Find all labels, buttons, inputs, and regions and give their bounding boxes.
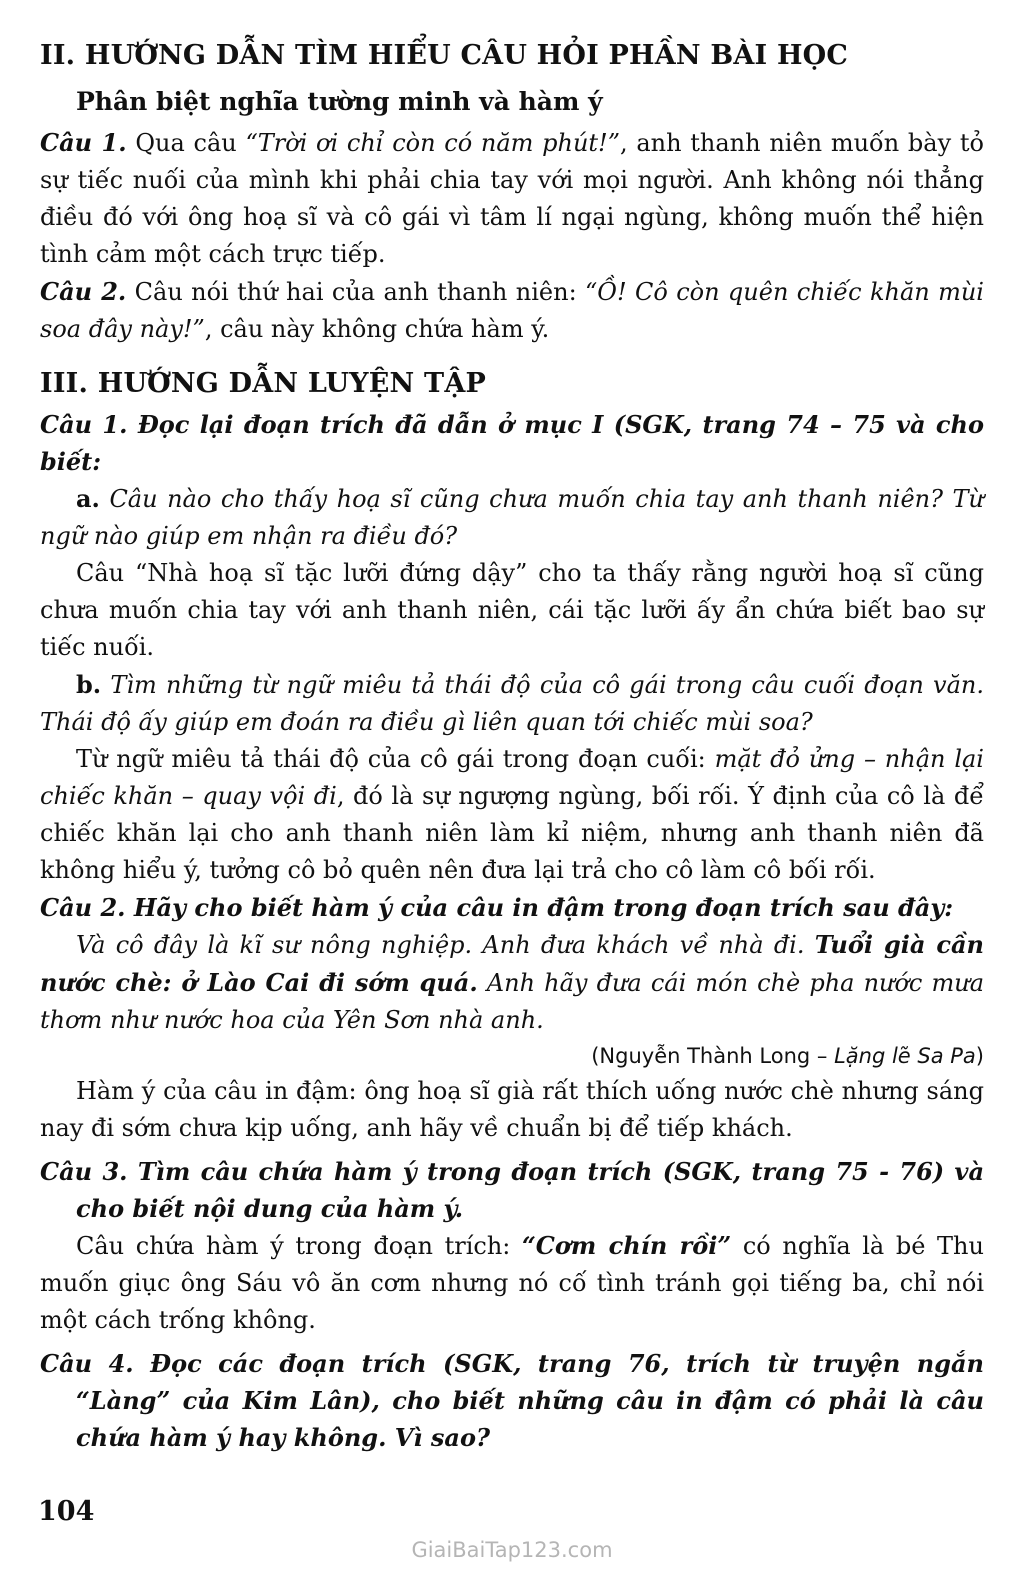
section-2-answer-1 [40, 124, 984, 273]
page-number: 104 [38, 1496, 95, 1527]
exercise-1b-question [40, 666, 984, 741]
sub-question-label: a. [76, 484, 100, 513]
answer-text: Câu nói thứ hai của anh thanh niên: [126, 278, 586, 306]
quoted-sentence: “Cơm chín rồi” [522, 1231, 732, 1260]
answer-text: , câu này không chứa hàm ý. [204, 315, 550, 343]
exercise-1a-question [40, 480, 984, 555]
exercise-2-excerpt [40, 926, 984, 1039]
exercise-2-question: Câu 2. Hãy cho biết hàm ý của câu in đậm trong đoạn trích sau đây: [40, 893, 954, 922]
quoted-words: mặt đỏ ửng – nhận lại chiếc khăn – quay vội đi [40, 745, 984, 810]
quoted-sentence: “Trời ơi chỉ còn có năm phút!” [245, 129, 620, 157]
exercise-1-question: Câu 1. Đọc lại đoạn trích đã dẫn ở mục I (SGK, trang 74 – 75 và cho biết: [40, 410, 984, 476]
answer-text: có nghĩa là bé Thu muốn giục ông Sáu vô ăn cơm nhưng nó cố tình tránh gọi tiếng ba, chỉ nói một cách trống không. [40, 1232, 984, 1334]
sub-question-label: b. [76, 670, 102, 699]
question-label: Câu 1. [40, 128, 127, 157]
citation-title: Lặng lẽ Sa Pa [834, 1044, 976, 1068]
citation-author: (Nguyễn Thành Long – [591, 1044, 835, 1068]
excerpt-citation [40, 1039, 984, 1073]
exercise-4-question: Câu 4. Đọc các đoạn trích (SGK, trang 76, trích từ truyện ngắn “Làng” của Kim Lân), cho biết những câu in đậm có phải là câu chứa hàm ý hay không. Vì sao? [40, 1349, 984, 1452]
section-2-subheading: Phân biệt nghĩa tường minh và hàm ý [76, 87, 603, 116]
answer-text: , anh thanh niên muốn bày tỏ sự tiếc nuối của mình khi phải chia tay với mọi người. Anh không nói thẳng điều đó với ông hoạ sĩ và cô gái vì tâm lí ngại ngùng, không muốn thể hiện tình cảm một cách trực tiếp. [40, 129, 984, 268]
section-2-answer-2 [40, 273, 984, 348]
bold-sentence: Tuổi già cần nước chè: ở Lào Cai đi sớm quá. [40, 930, 984, 997]
answer-text: Qua câu [126, 129, 246, 157]
sub-question-text: Câu nào cho thấy hoạ sĩ cũng chưa muốn chia tay anh thanh niên? Từ ngữ nào giúp em nhận ra điều đó? [40, 485, 984, 550]
answer-text: , đó là sự ngượng ngùng, bối rối. Ý định của cô là để chiếc khăn lại cho anh thanh niên làm kỉ niệm, nhưng anh thanh niên đã không hiểu ý, tưởng cô bỏ quên nên đưa lại trả cho cô làm cô bối rối. [40, 782, 984, 884]
citation-close: ) [975, 1044, 984, 1068]
exercise-1b-answer [40, 741, 984, 889]
answer-text: Câu chứa hàm ý trong đoạn trích: [76, 1232, 522, 1260]
excerpt-text: Và cô đây là kĩ sư nông nghiệp. Anh đưa khách về nhà đi. [76, 931, 815, 959]
sub-question-text: Tìm những từ ngữ miêu tả thái độ của cô gái trong câu cuối đoạn văn. Thái độ ấy giúp em đoán ra điều gì liên quan tới chiếc mùi soa? [40, 671, 984, 736]
exercise-1a-answer: Câu “Nhà hoạ sĩ tặc lưỡi đứng dậy” cho ta thấy rằng người hoạ sĩ cũng chưa muốn chia tay với anh thanh niên, cái tặc lưỡi ấy ẩn chứa biết bao sự tiếc nuối. [40, 559, 984, 661]
question-label: Câu 2. [40, 277, 127, 306]
exercise-2-answer: Hàm ý của câu in đậm: ông hoạ sĩ già rất thích uống nước chè nhưng sáng nay đi sớm chưa kịp uống, anh hãy về chuẩn bị để tiếp khách. [40, 1077, 984, 1142]
exercise-3-question: Câu 3. Tìm câu chứa hàm ý trong đoạn trích (SGK, trang 75 - 76) và cho biết nội dung của hàm ý. [40, 1157, 984, 1223]
quoted-sentence: “Ồ! Cô còn quên chiếc khăn mùi soa đây này!” [40, 278, 984, 343]
section-3-heading: III. HƯỚNG DẪN LUYỆN TẬP [40, 368, 486, 399]
watermark: GiaiBaiTap123.com [411, 1538, 613, 1562]
answer-text: Từ ngữ miêu tả thái độ của cô gái trong đoạn cuối: [76, 745, 715, 773]
section-2-heading: II. HƯỚNG DẪN TÌM HIỂU CÂU HỎI PHẦN BÀI HỌC [40, 40, 849, 71]
exercise-3-answer [40, 1227, 984, 1339]
excerpt-text: Anh hãy đưa cái món chè pha nước mưa thơm như nước hoa của Yên Sơn nhà anh. [40, 969, 984, 1034]
